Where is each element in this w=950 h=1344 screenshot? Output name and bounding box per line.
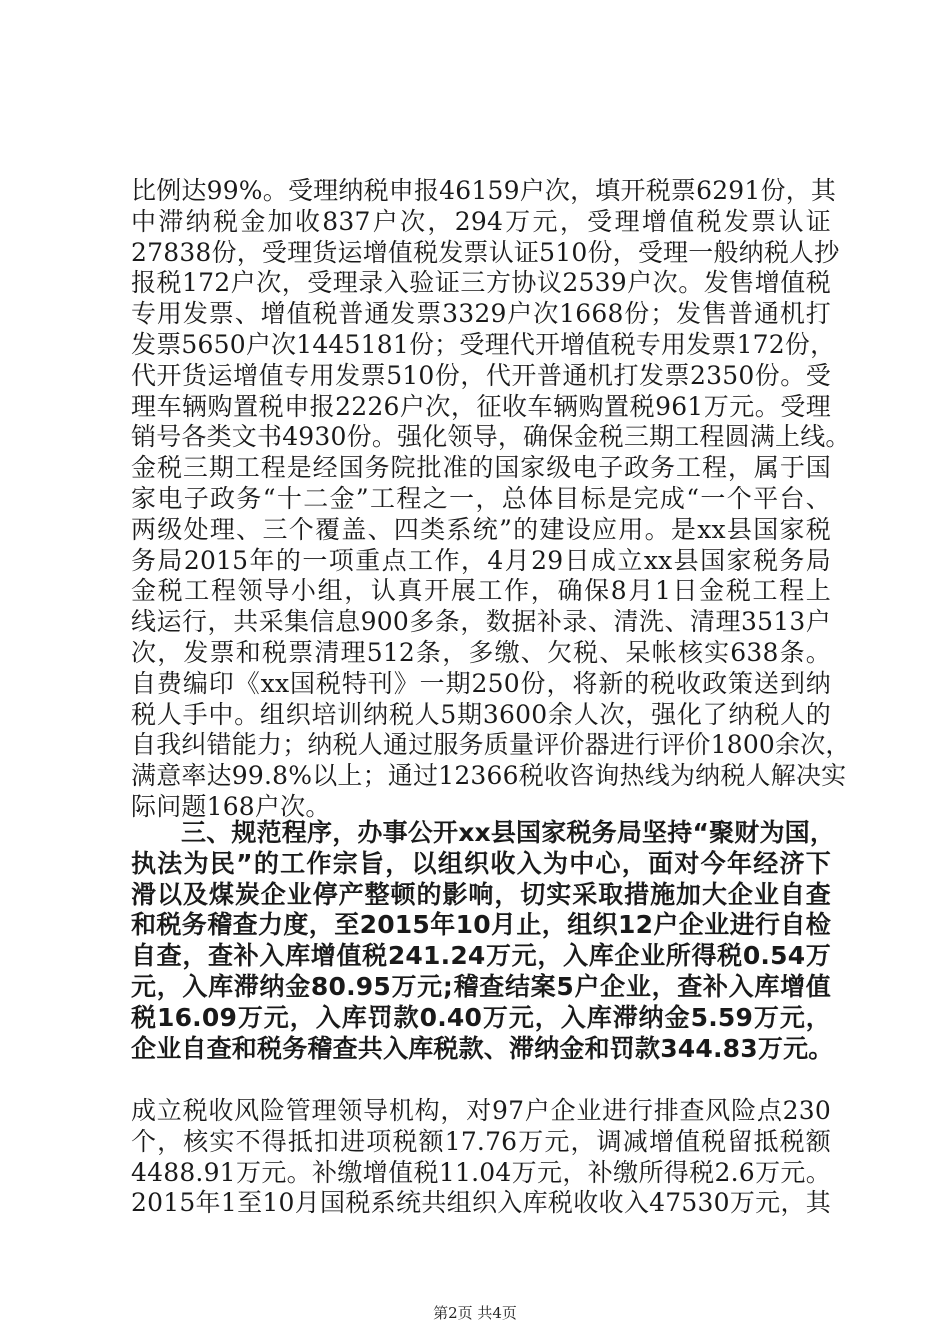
paragraph-section-three — [131, 818, 836, 1064]
text-line: 自费编印《xx国税特刊》一期250份，将新的税收政策送到纳 — [131, 668, 831, 698]
text-line: 线运行，共采集信息900多条，数据补录、清洗、清理3513户 — [131, 607, 831, 637]
text-line: 理车辆购置税申报2226户次，征收车辆购置税961万元。受理 — [131, 391, 831, 421]
text-line: 成立税收风险管理领导机构，对97户企业进行排查风险点230 — [131, 1096, 831, 1125]
text-line: 金税三期工程是经国务院批准的国家级电子政务工程，属于国 — [131, 453, 831, 483]
text-line: 次，发票和税票清理512条，多缴、欠税、呆帐核实638条。 — [131, 637, 831, 667]
text-line: 两级处理、三个覆盖、四类系统”的建设应用。是xx县国家税 — [131, 514, 831, 544]
text-line: 和税务稽查力度，至2015年10月止，组织12户企业进行自检 — [131, 910, 831, 940]
paragraph-risk-management — [131, 1096, 831, 1219]
text-line: 4488.91万元。补缴增值税11.04万元，补缴所得税2.6万元。 — [131, 1157, 831, 1187]
text-line: 专用发票、增值税普通发票3329户次1668份；发售普通机打 — [131, 299, 831, 329]
text-line: 滑以及煤炭企业停产整顿的影响，切实采取措施加大企业自查 — [131, 879, 831, 909]
text-line: 金税工程领导小组，认真开展工作，确保8月1日金税工程上 — [131, 576, 831, 606]
text-line: 税人手中。组织培训纳税人5期3600余人次，强化了纳税人的 — [131, 699, 831, 729]
text-line: 发票5650户次1445181份；受理代开增值税专用发票172份， — [131, 329, 836, 359]
text-line: 执法为民”的工作宗旨，以组织收入为中心，面对今年经济下 — [131, 848, 831, 878]
text-line: 销号各类文书4930份。强化领导，确保金税三期工程圆满上线。 — [131, 422, 851, 452]
text-line: 个，核实不得抵扣进项税额17.76万元，调减增值税留抵税额 — [131, 1126, 831, 1156]
text-line: 税16.09万元，入库罚款0.40万元，入库滞纳金5.59万元， — [131, 1002, 831, 1032]
text-line: 中滞纳税金加收837户次，294万元，受理增值税发票认证 — [131, 206, 831, 236]
text-line: 企业自查和税务稽查共入库税款、滞纳金和罚款344.83万元。 — [131, 1033, 834, 1063]
text-line: 自查，查补入库增值税241.24万元，入库企业所得税0.54万 — [131, 941, 831, 971]
text-line: 自我纠错能力；纳税人通过服务质量评价器进行评价1800余次， — [131, 730, 851, 760]
text-line: 报税172户次，受理录入验证三方协议2539户次。发售增值税 — [131, 268, 831, 298]
page-number-footer: 第2页 共4页 — [433, 1304, 517, 1322]
text-line: 2015年1至10月国税系统共组织入库税收收入47530万元，其 — [131, 1188, 831, 1218]
text-line: 务局2015年的一项重点工作，4月29日成立xx县国家税务局 — [131, 545, 831, 575]
text-line: 27838份，受理货运增值税发票认证510份，受理一般纳税人抄 — [131, 237, 840, 267]
paragraph-tax-service-stats — [131, 176, 851, 823]
text-line: 家电子政务“十二金”工程之一，总体目标是完成“一个平台、 — [131, 483, 831, 513]
text-line: 际问题168户次。 — [131, 791, 331, 821]
text-line: 满意率达99.8%以上；通过12366税收咨询热线为纳税人解决实 — [131, 761, 847, 791]
section-heading-line: 三、规范程序，办事公开xx县国家税务局坚持“聚财为国， — [181, 818, 836, 847]
text-line: 元，入库滞纳金80.95万元;稽查结案5户企业，查补入库增值 — [131, 971, 831, 1001]
text-line: 比例达99%。受理纳税申报46159户次，填开税票6291份，其 — [131, 176, 837, 205]
text-line: 代开货运增值专用发票510份，代开普通机打发票2350份。受 — [131, 360, 831, 390]
